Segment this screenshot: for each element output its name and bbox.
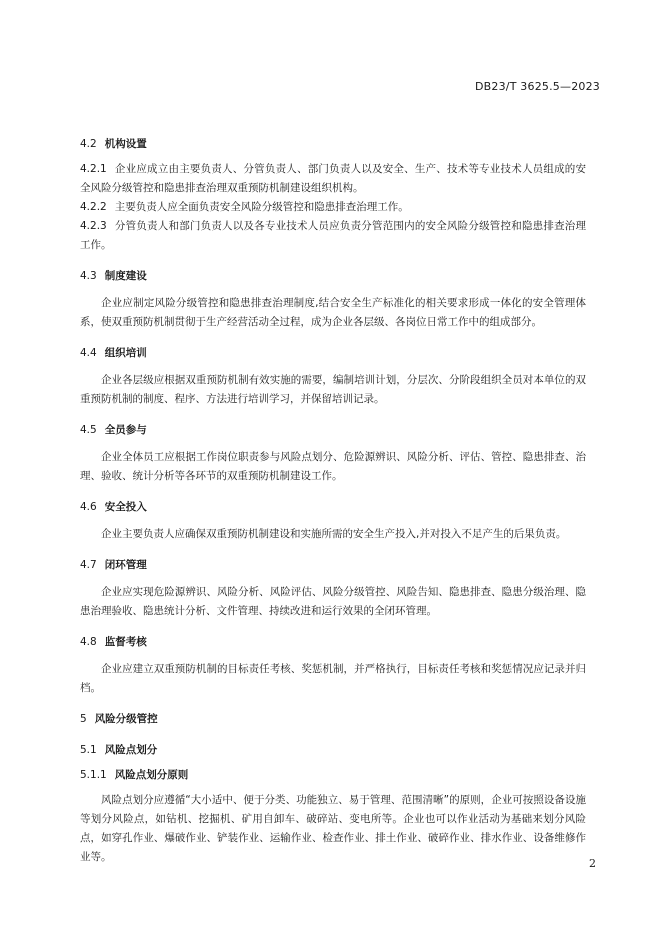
clause-heading-5-1-1 — [80, 766, 586, 785]
section-heading-4-8 — [80, 633, 586, 652]
clause-number: 4.2.3 — [80, 220, 107, 232]
paragraph-5-1-1: 风险点划分应遵循“大小适中、便于分类、功能独立、易于管理、范围清晰”的原则，企业可按照设备设施等划分风险点，如钻机、挖掘机、矿用自卸车、破碎站、变电所等。企业也可以作业活动为基础来划分风险点，如穿孔作业、爆破作业、铲装作业、运输作业、检查作业、排土作业、破碎作业、排水作业、设备维修作业等。 — [80, 794, 586, 863]
paragraph-4-7: 企业应实现危险源辨识、风险分析、风险评估、风险分级管控、风险告知、隐患排查、隐患分级治理、隐患治理验收、隐患统计分析、文件管理、持续改进和运行效果的全闭环管理。 — [80, 586, 586, 617]
paragraph-4-5: 企业全体员工应根据工作岗位职责参与风险点划分、危险源辨识、风险分析、评估、管控、隐患排查、治理、验收、统计分析等各环节的双重预防机制建设工作。 — [80, 451, 586, 482]
section-heading-4-3 — [80, 267, 586, 286]
paragraph-4-8: 企业应建立双重预防机制的目标责任考核、奖惩机制，并严格执行，目标责任考核和奖惩情况应记录并归档。 — [80, 663, 586, 694]
paragraph-4-6: 企业主要负责人应确保双重预防机制建设和实施所需的安全生产投入,并对投入不足产生的后果负责。 — [101, 528, 567, 540]
document-body — [80, 135, 586, 867]
clause-number: 5.1.1 — [80, 769, 107, 781]
section-number: 4.8 — [80, 636, 97, 648]
section-number: 4.2 — [80, 138, 97, 150]
section-heading-4-5 — [80, 421, 586, 440]
section-number: 4.4 — [80, 347, 97, 359]
section-heading-5-1 — [80, 741, 586, 760]
chapter-heading-5 — [80, 710, 586, 729]
section-title: 组织培训 — [104, 347, 147, 359]
section-heading-4-6 — [80, 498, 586, 517]
section-heading-4-4 — [80, 344, 586, 363]
section-title: 机构设置 — [104, 138, 147, 150]
clause-number: 4.2.2 — [80, 201, 107, 213]
paragraph-4-3: 企业应制定风险分级管控和隐患排查治理制度,结合安全生产标准化的相关要求形成一体化的安全管理体系，使双重预防机制贯彻于生产经营活动全过程，成为企业各层级、各岗位日常工作中的组成部分。 — [80, 297, 586, 328]
paragraph-4-4: 企业各层级应根据双重预防机制有效实施的需要，编制培训计划，分层次、分阶段组织全员对本单位的双重预防机制的制度、程序、方法进行培训学习，并保留培训记录。 — [80, 374, 586, 405]
section-title: 风险点划分 — [104, 744, 158, 756]
section-heading-4-2 — [80, 135, 586, 154]
section-title: 监督考核 — [104, 636, 147, 648]
section-title: 全员参与 — [104, 424, 147, 436]
section-number: 4.6 — [80, 501, 97, 513]
page-number: 2 — [589, 857, 596, 870]
section-title: 闭环管理 — [104, 559, 147, 571]
clause-4-2-1 — [80, 160, 586, 198]
section-number: 5.1 — [80, 744, 97, 756]
document-code: DB23/T 3625.5—2023 — [474, 80, 600, 93]
section-number: 4.5 — [80, 424, 97, 436]
chapter-title: 风险分级管控 — [94, 713, 158, 725]
section-title: 安全投入 — [104, 501, 147, 513]
clause-text: 企业应成立由主要负责人、分管负责人、部门负责人以及安全、生产、技术等专业技术人员组成的安全风险分级管控和隐患排查治理双重预防机制建设组织机构。 — [80, 163, 586, 194]
clause-text: 分管负责人和部门负责人以及各专业技术人员应负责分管范围内的安全风险分级管控和隐患排查治理工作。 — [80, 220, 586, 251]
clause-4-2-3 — [80, 217, 586, 255]
clause-number: 4.2.1 — [80, 163, 107, 175]
section-heading-4-7 — [80, 556, 586, 575]
section-number: 4.3 — [80, 270, 97, 282]
clause-title: 风险点划分原则 — [114, 769, 189, 781]
clause-text: 主要负责人应全面负责安全风险分级管控和隐患排查治理工作。 — [114, 201, 409, 213]
clause-4-2-2 — [80, 198, 586, 217]
chapter-number: 5 — [80, 713, 87, 725]
section-title: 制度建设 — [104, 270, 147, 282]
section-number: 4.7 — [80, 559, 97, 571]
